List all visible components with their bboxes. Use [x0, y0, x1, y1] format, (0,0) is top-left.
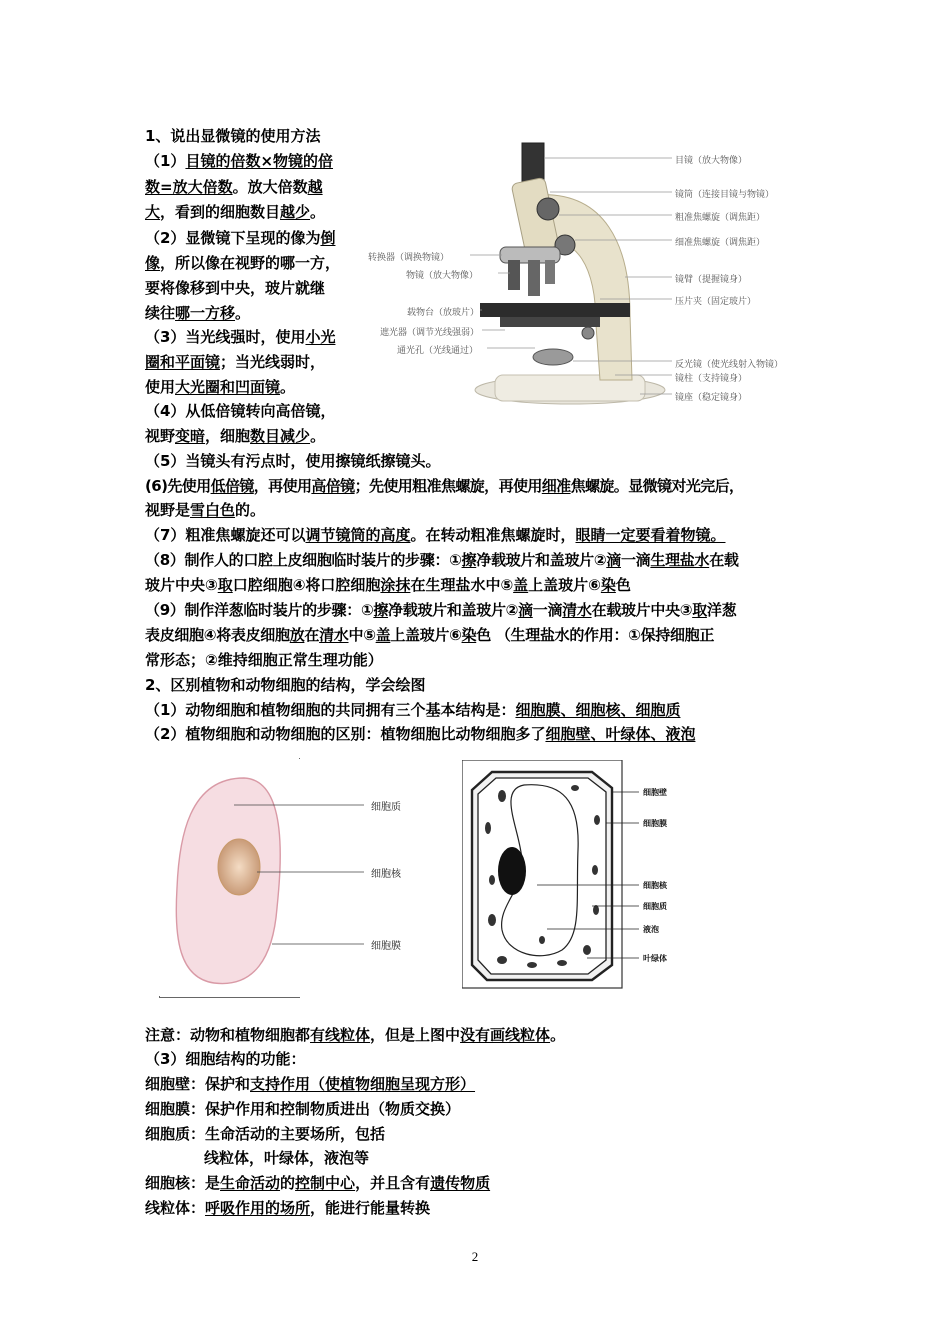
text-line: （3）当光线强时，使用小光: [145, 328, 336, 346]
label-revolver: 转换器（调换物镜）: [368, 253, 450, 263]
text-line: （7）粗准焦螺旋还可以调节镜筒的高度。在转动粗准焦螺旋时，眼睛一定要看着物镜。: [145, 526, 726, 544]
note-line: 注意：动物和植物细胞都有线粒体，但是上图中没有画线粒体。: [145, 1026, 566, 1044]
text-line: 续往哪一方移。: [145, 304, 251, 322]
label-cell-wall: 细胞壁: [643, 788, 667, 797]
label-eyepiece: 目镜（放大物像）: [675, 156, 748, 166]
label-aperture: 通光孔（光线通过）: [397, 346, 479, 356]
function-cytoplasm-cont: 线粒体，叶绿体，液泡等: [204, 1149, 370, 1167]
text-line: 视野是雪白色的。: [145, 501, 266, 519]
function-cytoplasm: 细胞质：生命活动的主要场所，包括: [145, 1125, 386, 1143]
label-clips: 压片夹（固定玻片）: [675, 297, 757, 307]
label-arm: 镜臂（提握镜身）: [675, 275, 748, 285]
label-plant-nucleus: 细胞核: [643, 881, 667, 890]
text-line: （2）植物细胞和动物细胞的区别：植物细胞比动物细胞多了细胞壁、叶绿体、液泡: [145, 725, 696, 743]
text-line: 表皮细胞④将表皮细胞放在清水中⑤盖上盖玻片⑥染色 （生理盐水的作用：①保持细胞正: [145, 626, 715, 644]
label-stage: 载物台（放玻片）: [407, 308, 480, 318]
label-coarse-focus: 粗准焦螺旋（调焦距）: [675, 213, 766, 223]
label-pillar: 镜柱（支持镜身）: [675, 374, 748, 384]
function-mitochondria: 线粒体：呼吸作用的场所，能进行能量转换: [145, 1199, 431, 1217]
label-mirror: 反光镜（使光线射入物镜）: [675, 360, 784, 370]
label-membrane: 细胞膜: [371, 941, 401, 952]
text-line: 使用大光圈和凹面镜。: [145, 378, 296, 396]
text-line: 玻片中央③取口腔细胞④将口腔细胞涂抹在生理盐水中⑤盖上盖玻片⑥染色: [145, 576, 631, 594]
text-line: （1）目镜的倍数×物镜的倍: [145, 152, 334, 170]
plant-cell-figure: [462, 760, 682, 990]
text-line: 圈和平面镜；当光线弱时，: [145, 353, 326, 371]
label-tube: 镜筒（连接目镜与物镜）: [675, 190, 775, 200]
text-line: 视野变暗，细胞数目减少。: [145, 427, 326, 445]
text-line: （5）当镜头有污点时，使用擦镜纸擦镜头。: [145, 452, 441, 470]
text-line: 数=放大倍数。放大倍数越: [145, 178, 323, 196]
text-line: 大，看到的细胞数目越少。: [145, 203, 326, 221]
page-number: 2: [471, 1249, 479, 1264]
text-line: 像，所以像在视野的哪一方，: [145, 254, 341, 272]
text-line: （2）显微镜下呈现的像为倒: [145, 229, 336, 247]
text-line: （3）细胞结构的功能：: [145, 1050, 306, 1068]
label-fine-focus: 细准焦螺旋（调焦距）: [675, 238, 766, 248]
text-line: （8）制作人的口腔上皮细胞临时装片的步骤：①擦净载玻片和盖玻片②滴一滴生理盐水在载: [145, 551, 739, 569]
function-cell-membrane: 细胞膜：保护作用和控制物质进出（物质交换）: [145, 1100, 461, 1118]
microscope-figure: [360, 135, 800, 405]
label-vacuole: 液泡: [643, 925, 659, 934]
label-nucleus: 细胞核: [371, 869, 401, 880]
animal-cell-figure: [159, 758, 419, 998]
text-line: 要将像移到中央，玻片就继: [145, 279, 326, 297]
label-objective: 物镜（放大物像）: [406, 271, 479, 281]
label-base: 镜座（稳定镜身）: [675, 393, 748, 403]
text-line: (6)先使用低倍镜，再使用高倍镜；先使用粗准焦螺旋，再使用细准焦螺旋。显微镜对光完后，: [145, 477, 744, 495]
section-1-title: 1、说出显微镜的使用方法: [145, 127, 321, 145]
label-plant-membrane: 细胞膜: [643, 819, 667, 828]
microscope-leader-lines: [360, 135, 800, 405]
text-line: （4）从低倍镜转向高倍镜，: [145, 402, 336, 420]
function-cell-wall: 细胞壁：保护和支持作用（使植物细胞呈现方形）: [145, 1075, 476, 1093]
section-2-title: 2、区别植物和动物细胞的结构，学会绘图: [145, 676, 426, 694]
text-line: （1）动物细胞和植物细胞的共同拥有三个基本结构是：细胞膜、细胞核、细胞质: [145, 701, 681, 719]
label-diaphragm: 遮光器（调节光线强弱）: [380, 328, 480, 338]
label-cytoplasm: 细胞质: [371, 802, 401, 813]
label-chloroplast: 叶绿体: [643, 954, 667, 963]
function-nucleus: 细胞核：是生命活动的控制中心，并且含有遗传物质: [145, 1174, 491, 1192]
label-plant-cytoplasm: 细胞质: [643, 902, 667, 911]
text-line: 常形态；②维持细胞正常生理功能）: [145, 651, 383, 669]
text-line: （9）制作洋葱临时装片的步骤：①擦净载玻片和盖玻片②滴一滴清水在载玻片中央③取洋葱: [145, 601, 737, 619]
